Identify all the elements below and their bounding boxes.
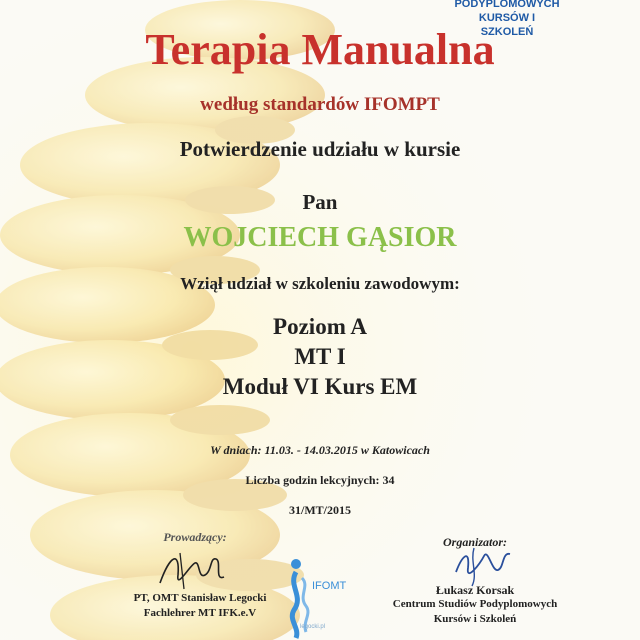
confirmation-heading: Potwierdzenie udziału w kursie (179, 137, 461, 161)
organizer-institution: Centrum Studiów Podyplomowych (392, 598, 558, 610)
organizer-logo-line1: PODYPLOMOWYCH (454, 0, 560, 10)
organizer-name: Łukasz Korsak (435, 583, 515, 597)
instructor-label: Prowadzący: (163, 530, 227, 544)
course-dates: W dniach: 11.03. - 14.03.2015 w Katowicach (210, 443, 430, 457)
participant-name: WOJCIECH GĄSIOR (183, 222, 457, 253)
course-level: Poziom A (273, 314, 367, 339)
certificate-subtitle: według standardów IFOMPT (200, 94, 440, 115)
ifomt-logo-url: legocki.pl (300, 624, 326, 630)
salutation: Pan (302, 190, 338, 214)
certificate-number: 31/MT/2015 (289, 503, 351, 517)
course-module: Moduł VI Kurs EM (222, 374, 418, 399)
organizer-logo-line2: KURSÓW I SZKOLEŃ (478, 12, 536, 38)
certificate-title: Terapia Manualna (145, 25, 495, 74)
instructor-title: Fachlehrer MT IFK.e.V (143, 607, 257, 619)
participation-text: Wziął udział w szkoleniu zawodowym: (180, 274, 460, 293)
organizer-institution-cont: Kursów i Szkoleń (433, 613, 517, 625)
course-mt: MT I (294, 344, 346, 369)
ifomt-logo-text: IFOMT (312, 580, 347, 592)
instructor-name: PT, OMT Stanisław Legocki (133, 592, 267, 604)
organizer-label: Organizator: (442, 535, 507, 549)
instructor-signature (150, 545, 230, 595)
course-hours: Liczba godzin lekcyjnych: 34 (245, 473, 395, 487)
